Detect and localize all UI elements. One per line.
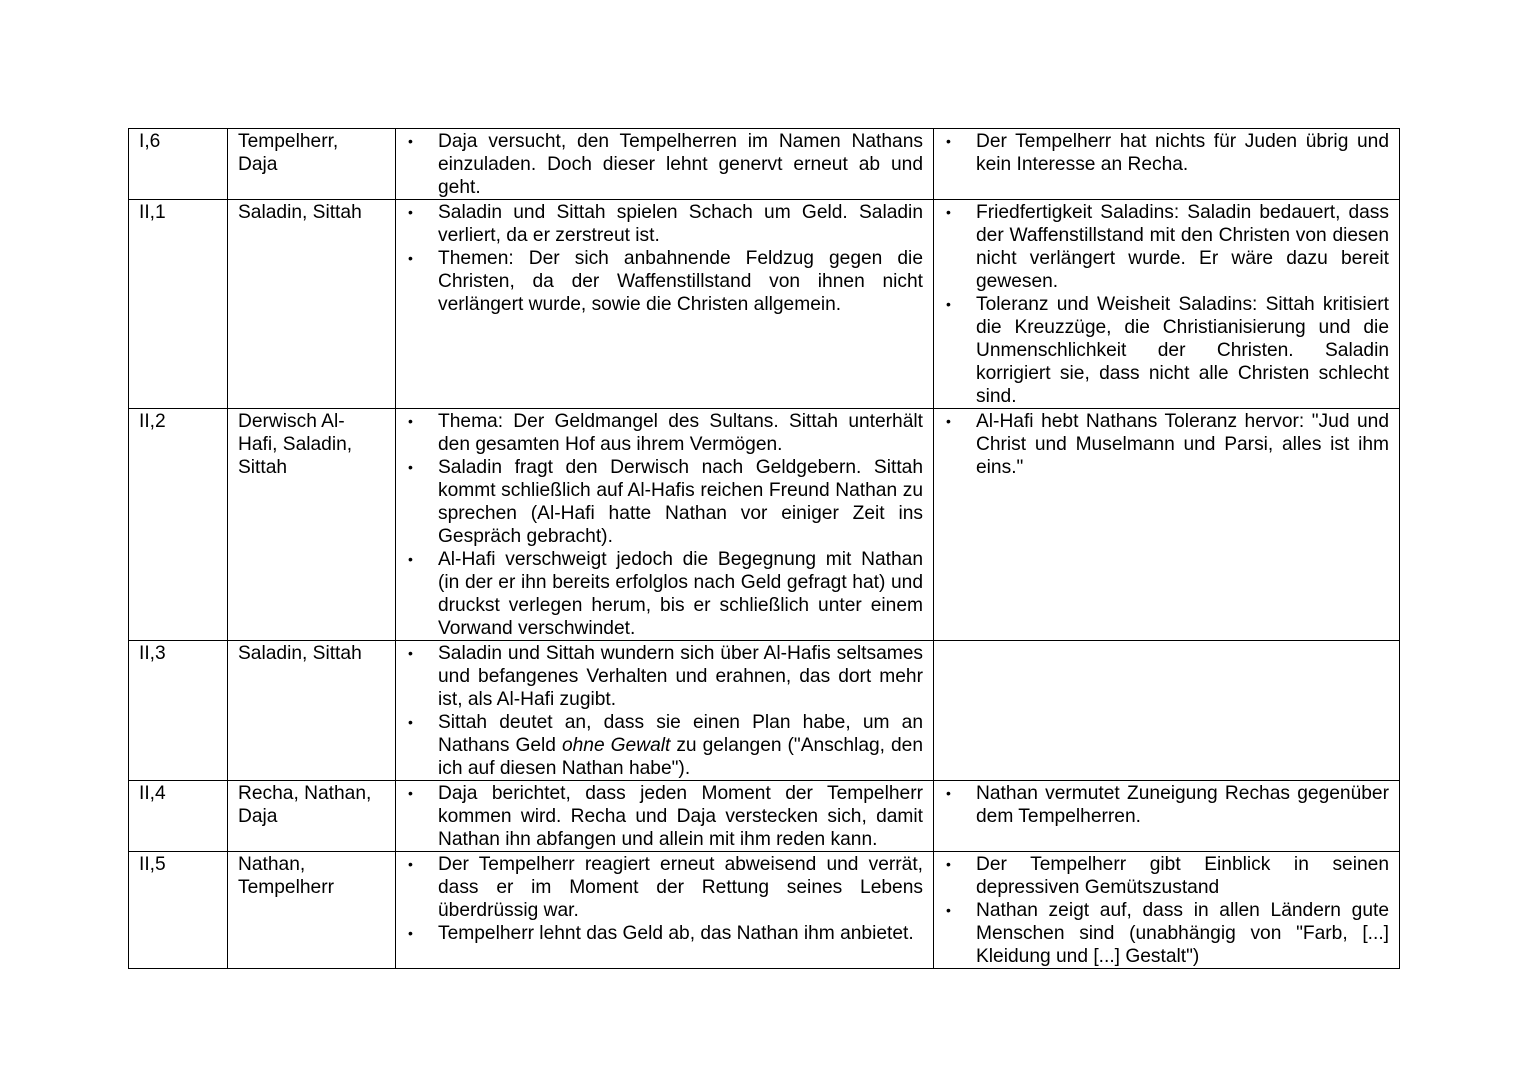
scene-persons: Tempelherr, Daja xyxy=(228,129,396,200)
list-item: • Al-Hafi hebt Nathans Toleranz hervor: "Jud und Christ und Muselmann und Parsi, alles ist ihm eins." xyxy=(946,411,1389,478)
scene-number: II,4 xyxy=(129,781,228,852)
bullet-icon: • xyxy=(946,856,951,872)
bullet-icon: • xyxy=(408,925,413,941)
scene-persons: Derwisch Al- Hafi, Saladin, Sittah xyxy=(228,409,396,641)
scene-content xyxy=(396,641,934,781)
list-item: • Tempelherr lehnt das Geld ab, das Nathan ihm anbietet. xyxy=(408,923,914,944)
scene-persons: Saladin, Sittah xyxy=(228,200,396,409)
bullet-icon: • xyxy=(946,204,951,220)
list-item: • Nathan vermutet Zuneigung Rechas gegenüber dem Tempelherren. xyxy=(946,783,1389,827)
list-item: • Daja berichtet, dass jeden Moment der Tempelherr kommen wird. Recha und Daja verstecken sich, damit Nathan ihn abfangen und allein mit ihm reden kann. xyxy=(408,783,923,850)
scene-notes xyxy=(934,852,1400,969)
bullet-icon: • xyxy=(408,250,413,266)
list-item: • Der Tempelherr gibt Einblick in seinen depressiven Gemütszustand xyxy=(946,854,1389,898)
list-item: • Der Tempelherr hat nichts für Juden übrig und kein Interesse an Recha. xyxy=(946,131,1389,175)
list-item: • Daja versucht, den Tempelherren im Namen Nathans einzuladen. Doch dieser lehnt genervt erneut ab und geht. xyxy=(408,131,923,198)
list-item: • Der Tempelherr reagiert erneut abweisend und verrät, dass er im Moment der Rettung seines Lebens überdrüssig war. xyxy=(408,854,923,921)
scene-persons: Nathan, Tempelherr xyxy=(228,852,396,969)
scene-notes xyxy=(934,129,1400,200)
list-item: • Thema: Der Geldmangel des Sultans. Sittah unterhält den gesamten Hof aus ihrem Vermögen. xyxy=(408,411,923,455)
table-row xyxy=(129,129,1400,200)
list-item: • Sittah deutet an, dass sie einen Plan habe, um an Nathans Geld ohne Gewalt zu gelangen ("Anschlag, den ich auf diesen Nathan habe"). xyxy=(408,712,923,779)
table-row xyxy=(129,641,1400,781)
scene-number: I,6 xyxy=(129,129,228,200)
bullet-icon: • xyxy=(408,714,413,730)
list-item: • Saladin fragt den Derwisch nach Geldgebern. Sittah kommt schließlich auf Al-Hafis reichen Freund Nathan zu sprechen (Al-Hafi hatte Nathan vor einiger Zeit ins Gespräch gebracht). xyxy=(408,457,923,547)
scene-content xyxy=(396,200,934,409)
scene-notes xyxy=(934,200,1400,409)
table-row xyxy=(129,852,1400,969)
scene-number: II,3 xyxy=(129,641,228,781)
bullet-icon: • xyxy=(408,785,413,801)
list-item: • Nathan zeigt auf, dass in allen Ländern gute Menschen sind (unabhängig von "Farb, [...] Kleidung und [...] Gestalt") xyxy=(946,900,1389,967)
scene-number: II,2 xyxy=(129,409,228,641)
bullet-icon: • xyxy=(408,459,413,475)
bullet-icon: • xyxy=(408,204,413,220)
bullet-icon: • xyxy=(408,133,413,149)
bullet-icon: • xyxy=(946,902,951,918)
scene-notes xyxy=(934,781,1400,852)
bullet-icon: • xyxy=(946,296,951,312)
table-row xyxy=(129,409,1400,641)
bullet-icon: • xyxy=(946,785,951,801)
bullet-icon: • xyxy=(408,413,413,429)
scene-number: II,5 xyxy=(129,852,228,969)
list-item: • Friedfertigkeit Saladins: Saladin bedauert, dass der Waffenstillstand mit den Christen von diesen nicht verlängert wurde. Er wäre dazu bereit gewesen. xyxy=(946,202,1389,292)
bullet-icon: • xyxy=(946,133,951,149)
scene-content xyxy=(396,852,934,969)
list-item: • Toleranz und Weisheit Saladins: Sittah kritisiert die Kreuzzüge, die Christianisierung und die Unmenschlichkeit der Christen. Saladin korrigiert sie, dass nicht alle Christen schlecht sind. xyxy=(946,294,1389,407)
scene-overview-table xyxy=(128,128,1400,969)
scene-number: II,1 xyxy=(129,200,228,409)
emphasis-text: ohne Gewalt xyxy=(561,735,671,756)
scene-content xyxy=(396,129,934,200)
scene-content xyxy=(396,409,934,641)
bullet-icon: • xyxy=(408,645,413,661)
table-row xyxy=(129,200,1400,409)
bullet-icon: • xyxy=(408,551,413,567)
scene-persons: Recha, Nathan, Daja xyxy=(228,781,396,852)
table-row xyxy=(129,781,1400,852)
scene-content xyxy=(396,781,934,852)
bullet-icon: • xyxy=(408,856,413,872)
list-item: • Al-Hafi verschweigt jedoch die Begegnung mit Nathan (in der er ihn bereits erfolglos nach Geld gefragt hat) und druckst verlegen herum, bis er schließlich unter einem Vorwand verschwindet. xyxy=(408,549,923,639)
list-item: • Saladin und Sittah wundern sich über Al-Hafis seltsames und befangenes Verhalten und erahnen, das dort mehr ist, als Al-Hafi zugibt. xyxy=(408,643,923,710)
list-item: • Saladin und Sittah spielen Schach um Geld. Saladin verliert, da er zerstreut ist. xyxy=(408,202,923,246)
scene-notes-empty xyxy=(934,641,1400,781)
list-item: • Themen: Der sich anbahnende Feldzug gegen die Christen, da der Waffenstillstand von ihnen nicht verlängert wurde, sowie die Christen allgemein. xyxy=(408,248,923,315)
scene-persons: Saladin, Sittah xyxy=(228,641,396,781)
scene-notes xyxy=(934,409,1400,641)
bullet-icon: • xyxy=(946,413,951,429)
